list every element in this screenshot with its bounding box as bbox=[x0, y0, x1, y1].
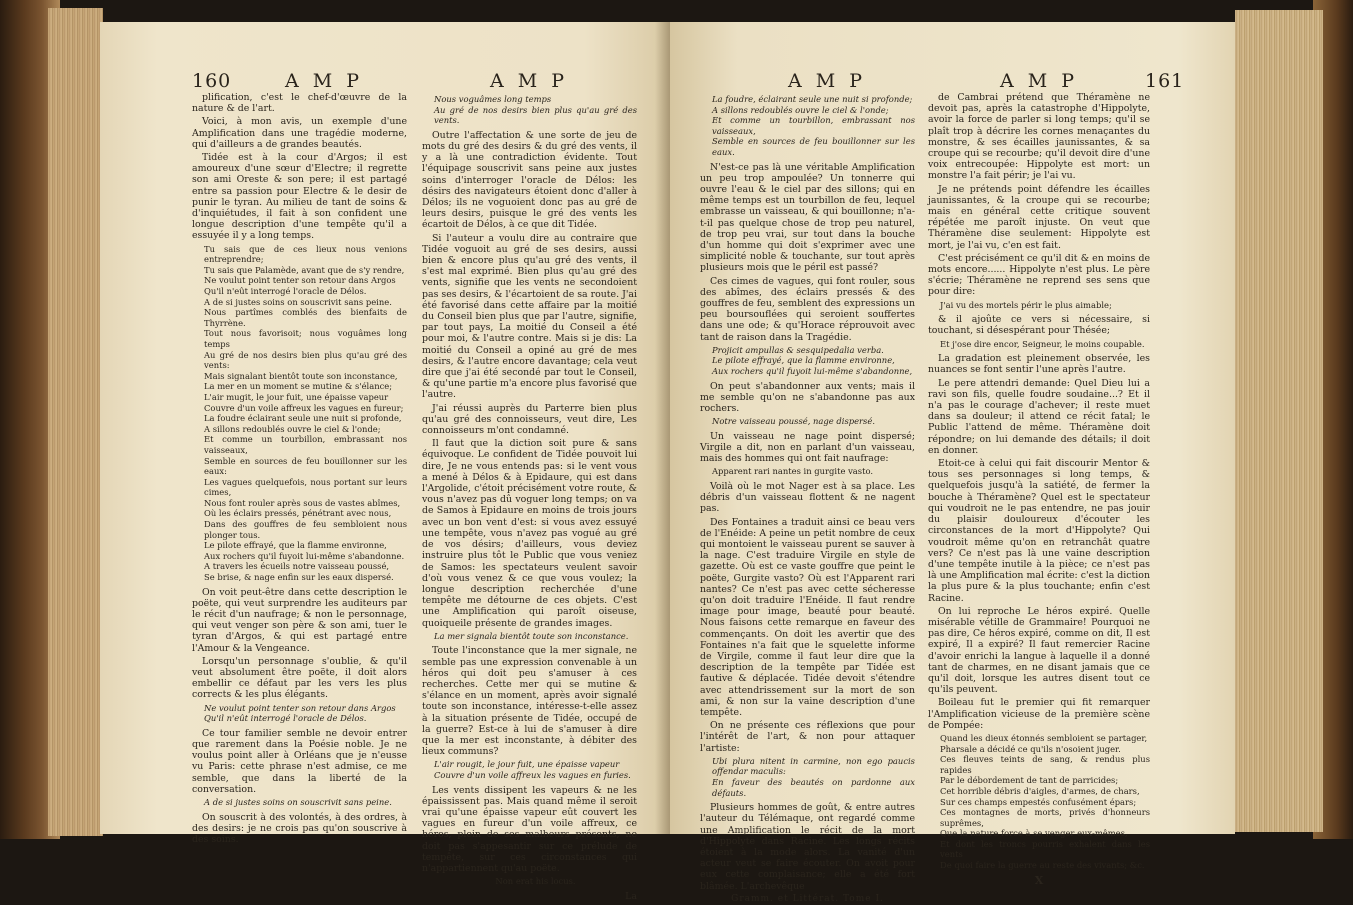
verse-line: Les vagues quelquefois, nous portant sur leurs cimes, bbox=[204, 476, 407, 498]
verse-line: Cet horrible débris d'aigles, d'armes, de chars, bbox=[940, 785, 1140, 796]
verse-line: Aux rochers qu'il fuyoit lui-même s'abandonne, bbox=[712, 366, 913, 376]
verse-line: Et j'ose dire encor, Seigneur, le moins coupable. bbox=[940, 338, 1145, 349]
verse-line: Qu'il n'eût interrogé l'oracle de Délos. bbox=[204, 713, 367, 724]
left-col2-verse-3 bbox=[434, 876, 637, 887]
paragraph: Toute l'inconstance que la mer signale, ne semble pas une expression convenable à un héros qui doit peu s'amuser à ces recherches. Cette mer qui se mutine & s'élance en un moment, après avoir signalé toute son inconstance, intéresse-t-elle assez à la situation présente de Tidée, occupé de la guerre? Est-ce à lui de s'amuser à dire que la mer est inconstante, à débiter des lieux communs? bbox=[422, 645, 637, 758]
verse-line: Se brise, & nage enfin sur les eaux dispersé. bbox=[204, 572, 394, 583]
verse-line: Et comme un tourbillon, embrassant nos vaisseaux, bbox=[712, 115, 915, 136]
paragraph: Le pere attendri demande: Quel Dieu lui a ravi son fils, quelle foudre soudaine...? Et il n'a pas le courage d'achever; il reste muet dans sa douleur; il attend ce récit fatal; le Public l'attend de même. Théramène doit répondre; on lui demande des détails; il doit en donner. bbox=[928, 377, 1150, 456]
verse-line: Tu sais que de ces lieux nous venions entreprendre; bbox=[204, 243, 407, 265]
verse-line: Projicit ampullas & sesquipedalia verba. bbox=[712, 344, 884, 355]
verse-line: A sillons redoublés ouvre le ciel & l'onde; bbox=[712, 104, 889, 115]
left-running-head-1: A M P bbox=[285, 70, 364, 92]
paragraph: On ne présente ces réflexions que pour l'intérêt de l'art, & non pour attaquer l'artiste: bbox=[700, 720, 915, 754]
right-footer-signature-line: Gramm. et Littérat. Tome I. bbox=[731, 893, 884, 904]
verse-line: Pharsale a décidé ce qu'ils n'osoient juger. bbox=[940, 743, 1121, 754]
verse-line: Tu sais que Palamède, avant que de s'y rendre, bbox=[204, 264, 405, 275]
verse-line: Qu'il n'eût interrogé l'oracle de Délos. bbox=[204, 286, 367, 297]
verse-line: Semble en sources de feu bouillonner sur les eaux: bbox=[204, 455, 407, 477]
verse-line: A de si justes soins on souscrivit sans peine. bbox=[204, 797, 392, 808]
verse-line: Au gré de nos desirs bien plus qu'au gré des vents. bbox=[434, 104, 637, 126]
verse-line: Aux rochers qu'il fuyoit lui-même s'abandonne. bbox=[204, 550, 405, 561]
right-col1-paragraphs-2 bbox=[700, 381, 915, 415]
verse-line: Ne voulut point tenter son retour dans Argos bbox=[204, 275, 396, 286]
paragraph: Voici, à mon avis, un exemple d'une Amplification dans une tragédie moderne, qui d'ailleurs a de grandes beautés. bbox=[192, 116, 407, 150]
verse-line: Nous voguâmes long temps bbox=[434, 94, 552, 104]
verse-line: Non erat his locus. bbox=[495, 876, 576, 887]
verse-line: Dans des gouffres de feu sembloient nous plonger tous. bbox=[204, 519, 407, 540]
verse-line: Le pilote effrayé, que la flamme environne, bbox=[204, 540, 387, 551]
right-page-edges bbox=[1235, 10, 1323, 832]
paragraph: Etoit-ce à celui qui fait discourir Mentor & tous ses personnages si long temps, & quelquefois jusqu'à la satiété, de fermer la bouche à Théramène? Quel est le spectateur qui voudroit ne le pas entendre, ne pas jouir du plaisir douloureux d'écouter les circonstances de la mort d'Hippolyte? Qui voudroit même qu'on en retranchât quatre vers? Ce n'est pas là une vaine description d'une tempête inutile à la pièce; ce n'est pas là une Amplification mal écrite: c'est la diction la plus pure & la plus touchante; enfin c'est Racine. bbox=[928, 458, 1150, 604]
left-col1-verse-2 bbox=[204, 703, 407, 724]
paragraph: N'est-ce pas là une véritable Amplification un peu trop ampoulée? Un tonnerre qui ouvre l'eau & le ciel par des sillons; qui en même temps est un tourbillon de feu, lequel embrasse un vaisseau, & qui bouillonne; n'a-t-il pas quelque chose de trop peu naturel, de trop peu vrai, sur tout dans la bouche d'un homme qui doit s'exprimer avec une simplicité noble & touchante, sur tout après plusieurs mois que le péril est passé? bbox=[700, 161, 915, 274]
left-col2-paragraphs-3 bbox=[422, 785, 637, 875]
paragraph: C'est précisément ce qu'il dit & en moins de mots encore...... Hippolyte n'est plus. Le père s'écrie; Théramène ne reprend ses sens que pour dire: bbox=[928, 252, 1150, 298]
verse-line: La mer en un moment se mutine & s'élance; bbox=[204, 381, 393, 392]
paragraph: Ces cimes de vagues, qui font rouler, sous des abîmes, des éclairs pressés & des gouffres de feu, semblent des expressions un peu boursouflées qui seroient souffertes dans une ode; & qu'Horace réprouvoit avec tant de raison dans la Tragédie. bbox=[700, 275, 915, 343]
right-col1-paragraphs-4 bbox=[700, 481, 915, 754]
paragraph: Il faut que la diction soit pure & sans équivoque. Le confident de Tidée pouvoit lui dire, Je ne vous entends pas: si le vent vous a mené à Délos & à Epidaure, qui est dans l'Argolide, c'étoit précisément votre route, & vous n'avez pas dû voguer long temps; on va de Samos à Epidaure en moins de trois jours avec un bon vent d'est: si vous avez essuyé une tempête, vous n'avez pas vogué au gré de vos désirs; d'ailleurs, vous deviez instruire plus tôt le Public que vous veniez de Samos: les spectateurs veulent savoir d'où vous venez & ce que vous voulez; la longue description recherchée d'une tempête me détourne de ces objets. C'est une Amplification qui paroît oiseuse, quoiqueile présente de grandes images. bbox=[422, 438, 637, 629]
right-column-1 bbox=[700, 92, 915, 905]
verse-line: Couvre d'un voile affreux les vagues en furies. bbox=[434, 769, 631, 780]
paragraph: Des Fontaines a traduit ainsi ce beau vers de l'Enéide: A peine un petit nombre de ceux qui montoient le vaisseau purent se sauver à la nage. C'est traduire Virgile en style de gazette. Où est ce vaste gouffre que peint le poëte, Gurgite vasto? Où est l'Apparent rari nantes? Ce n'est pas avec cette sécheresse qu'on doit traduire l'Enéide. Il faut rendre image pour image, beauté pour beauté. Nous faisons cette remarque en faveur des commençants. On doit les avertir que des Fontaines n'a fait que le squelette informe de Virgile, comme il faut leur dire que la description de la tempête par Tidée est fautive & déplacée. Tidée devoit s'étendre avec attendrissement sur la mort de son ami, & non sur la vaine description d'une tempête. bbox=[700, 516, 915, 719]
left-page bbox=[100, 22, 670, 902]
paragraph: de Cambrai prétend que Théramène ne devoit pas, après la catastrophe d'Hippolyte, avoir la force de parler si long temps; qu'il se plaît trop à décrire les cornes menaçantes du monstre, & ses écailles jaunissantes, & sa croupe qui se recourbe; qu'il devoit dire d'une voix entrecoupée: Hippolyte est mort: un monstre l'a fait périr; je l'ai vu. bbox=[928, 92, 1150, 182]
verse-line: L'air rougit, le jour fuit, une épaisse vapeur bbox=[434, 759, 620, 770]
left-col1-paragraphs-4 bbox=[192, 812, 407, 846]
paragraph: On voit peut-être dans cette description le poëte, qui veut surprendre les auditeurs par le récit d'un naufrage; & non le personnage, qui veut venger son père & son ami, tuer le tyran d'Argos, & qui est partagé entre l'Amour & la Vengeance. bbox=[192, 586, 407, 654]
right-col2-verse-2 bbox=[940, 339, 1150, 350]
right-col1-verse-top bbox=[712, 94, 915, 158]
verse-line: La foudre, éclairant seule une nuit si profonde; bbox=[712, 94, 913, 104]
paragraph: On peut s'abandonner aux vents; mais il me semble qu'on ne s'abandonne pas aux rochers. bbox=[700, 380, 915, 414]
left-col2-verse-1 bbox=[434, 631, 637, 642]
right-running-head-2: A M P bbox=[1000, 70, 1079, 92]
paragraph: Tidée est à la cour d'Argos; il est amoureux d'une sœur d'Electre; il regrette son ami Oreste & son pere; il est partagé entre sa passion pour Electre & le desir de punir le tyran. Au milieu de tant de soins & d'inquiétudes, il fait à son confident une longue description d'une tempête qu'il a essuyée il y a long temps. bbox=[192, 152, 407, 242]
verse-line: Semble en sources de feu bouillonner sur les eaux. bbox=[712, 136, 915, 157]
verse-line: Et comme un tourbillon, embrassant nos vaisseaux, bbox=[204, 434, 407, 455]
left-running-head-2: A M P bbox=[490, 70, 569, 92]
right-page-number: 161 bbox=[1145, 70, 1185, 92]
verse-line: L'air mugit, le jour fuit, une épaisse vapeur bbox=[204, 391, 389, 402]
verse-line: De quoi faire la guerre au reste des vivants; &c. bbox=[940, 860, 1145, 871]
right-col1-verse-3 bbox=[712, 466, 915, 477]
right-col2-paragraphs-3 bbox=[928, 353, 1150, 731]
verse-line: Au gré de nos desirs bien plus qu'au gré des vents: bbox=[204, 349, 407, 371]
left-col1-paragraphs bbox=[192, 92, 407, 242]
verse-line: Notre vaisseau poussé, nage dispersé. bbox=[712, 416, 875, 427]
paragraph: Les vents dissipent les vapeurs & ne les épaississent pas. Mais quand même il seroit vrai qu'une épaisse vapeur eût couvert les vagues en fureur d'un voile affreux, ce héros, plein de ses malheurs présents, ne doit pas s'appesantir sur ce prélude de tempête, sur ces circonstances qui n'appartiennent qu'au poëte. bbox=[422, 784, 637, 874]
right-col1-paragraphs-5 bbox=[700, 802, 915, 892]
left-col2-paragraphs bbox=[422, 130, 637, 629]
paragraph: Plusieurs hommes de goût, & entre autres l'auteur du Télémaque, ont regardé comme une Amplification le récit de la mort d'Hippolyte dans Racine. Les longs récits étoient à la mode alors. La vanité d'un acteur veut se faire écouter. On avoit pour eux cette complaisance; elle a été fort blâmée. L'archevêque bbox=[700, 802, 915, 892]
right-page bbox=[670, 22, 1235, 904]
paragraph: Je ne prétends point défendre les écailles jaunissantes, & la croupe qui se recourbe; mais en général cette critique souvent répétée me paroît injuste. On veut que Théramène dise seulement: Hippolyte est mort, je l'ai vu, c'en est fait. bbox=[928, 183, 1150, 251]
verse-line: La foudre éclairant seule une nuit si profonde, bbox=[204, 413, 402, 424]
verse-line: A de si justes soins on souscrivit sans peine. bbox=[204, 296, 392, 307]
verse-line: Et dont les troncs pourris exhalent dans les vents bbox=[940, 838, 1150, 860]
verse-line: Tout nous favorisoit; nous voguâmes long temps bbox=[204, 328, 407, 349]
paragraph: Si l'auteur a voulu dire au contraire que Tidée voguoit au gré de ses desirs, aussi bien & encore plus qu'au gré des vents, il s'est mal exprimé. Bien plus qu'au gré des vents, signifie que les vents ne secondoient pas ses desirs, & l'écartoient de sa route. J'ai été favorisé dans cette affaire par la moitié du Conseil bien plus que par l'autre, signifie, par tout pays, La moitié du Conseil a été pour moi, & l'autre contre. Mais si je dis: La moitié du Conseil a opiné au gré de mes desirs, & l'autre encore davantage; cela veut dire que j'ai été secondé par tout le Conseil, & qu'une partie m'a encore plus favorisé que l'autre. bbox=[422, 232, 637, 401]
right-col2-paragraphs bbox=[928, 92, 1150, 298]
right-col2-paragraphs-2 bbox=[928, 314, 1150, 336]
left-col2-verse-top bbox=[434, 94, 637, 126]
verse-line: J'ai vu des mortels périr le plus aimable; bbox=[940, 299, 1112, 310]
paragraph: J'ai réussi auprès du Parterre bien plus qu'au gré des connoisseurs, veut dire, Les connoisseurs m'ont condamné. bbox=[422, 402, 637, 437]
verse-line: Que la nature force à se venger eux-mêmes, bbox=[940, 828, 1128, 839]
verse-line: Mais signalant bientôt toute son inconstance, bbox=[204, 370, 398, 381]
left-col1-verse-3 bbox=[204, 797, 407, 808]
left-col2-verse-2 bbox=[434, 759, 637, 780]
verse-line: Ces fleuves teints de sang, & rendus plus rapides bbox=[940, 754, 1150, 775]
left-col2-paragraphs-2 bbox=[422, 645, 637, 757]
paragraph: On lui reproche Le héros expiré. Quelle misérable vétille de Grammaire! Pourquoi ne pas dire, Ce héros expiré, comme on dit, Il est expiré, Il a expiré? Il faut remercier Racine d'avoir enrichi la langue à laquelle il a donné tant de charmes, en ne disant jamais que ce qu'il doit, lorsque les autres disent tout ce qu'ils peuvent. bbox=[928, 605, 1150, 696]
left-column-2 bbox=[422, 92, 637, 902]
verse-line: Sur ces champs empestés confusément épars; bbox=[940, 796, 1137, 807]
verse-line: Le pilote effrayé, que la flamme environne, bbox=[712, 355, 895, 366]
right-running-head-1: A M P bbox=[788, 70, 867, 92]
paragraph: Outre l'affectation & une sorte de jeu de mots du gré des desirs & du gré des vents, il y a là une contradiction évidente. Tout l'équipage souscrivit sans peine aux justes soins d'interroger l'oracle de Délos: les désirs des navigateurs étoient donc d'aller à Délos; ils ne voguoient donc pas au gré de leurs desirs, puisque le gré des vents les écartoit de Délos, à ce que dit Tidée. bbox=[422, 129, 637, 231]
right-col2-verse-1 bbox=[940, 300, 1150, 311]
verse-line: Où les éclairs pressés, pénétrant avec nous, bbox=[204, 508, 392, 519]
verse-line: Ces montagnes de morts, privés d'honneurs suprêmes, bbox=[940, 807, 1150, 828]
paragraph: Boileau fut le premier qui fit remarquer l'Amplification vicieuse de la première scène de Pompée: bbox=[928, 697, 1150, 731]
verse-line: Quand les dieux étonnés sembloient se partager, bbox=[940, 732, 1148, 743]
paragraph: Lorsqu'un personnage s'oublie, & qu'il veut absolument être poëte, il doit alors embellir ce défaut par les vers les plus corrects & les plus élégants. bbox=[192, 655, 407, 701]
right-col2-verse-3 bbox=[940, 733, 1150, 871]
left-page-edges bbox=[48, 8, 103, 836]
left-col1-paragraphs-2 bbox=[192, 587, 407, 701]
right-signature-mark: X bbox=[1034, 873, 1044, 887]
right-col1-paragraphs-3 bbox=[700, 431, 915, 465]
verse-line: Ubi plura nitent in carmine, non ego paucis offendar maculis: bbox=[712, 755, 915, 777]
left-column-1 bbox=[192, 92, 407, 847]
left-col1-verse-1 bbox=[204, 244, 407, 583]
left-page-number: 160 bbox=[192, 70, 232, 92]
verse-line: A sillons redoublés ouvre le ciel & l'onde; bbox=[204, 423, 381, 434]
right-column-2 bbox=[928, 92, 1150, 886]
verse-line: La mer signala bientôt toute son inconstance. bbox=[434, 630, 629, 641]
right-col1-verse-4 bbox=[712, 756, 915, 798]
verse-line: Apparent rari nantes in gurgite vasto. bbox=[712, 466, 874, 477]
paragraph: On souscrit à des volontés, à des ordres, à des desirs: je ne crois pas qu'on souscrive à des soins. bbox=[192, 811, 407, 846]
paragraph: Ce tour familier semble ne devoir entrer que rarement dans la Poésie noble. Je ne voulus point aller à Orléans que je n'eusse vu Paris: cette phrase n'est admise, ce me semble, que dans la liberté de la conversation. bbox=[192, 727, 407, 795]
verse-line: Nous font rouler après sous de vastes abîmes, bbox=[204, 497, 401, 508]
right-col1-verse-2 bbox=[712, 416, 915, 427]
paragraph: Voilà où le mot Nager est à sa place. Les débris d'un vaisseau flottent & ne nagent pas. bbox=[700, 481, 915, 515]
verse-line: Ne voulut point tenter son retour dans Argos bbox=[204, 702, 396, 713]
left-catchword: La bbox=[625, 890, 637, 902]
verse-line: Nous partîmes comblés des bienfaits de Thyrrène. bbox=[204, 307, 407, 328]
verse-line: En faveur des beautés on pardonne aux défauts. bbox=[712, 777, 915, 798]
right-col1-verse-1 bbox=[712, 345, 915, 377]
paragraph: La gradation est pleinement observée, les nuances se font sentir l'une après l'autre. bbox=[928, 353, 1150, 376]
paragraph: Un vaisseau ne nage point dispersé; Virgile a dit, non en parlant d'un vaisseau, mais des hommes qui ont fait naufrage: bbox=[700, 430, 915, 465]
verse-line: Par le débordement de tant de parricides; bbox=[940, 775, 1119, 786]
paragraph: & il ajoûte ce vers si nécessaire, si touchant, si désespérant pour Thésée; bbox=[928, 314, 1150, 337]
paragraph: plification, c'est le chef-d'œuvre de la nature & de l'art. bbox=[192, 92, 407, 115]
right-col1-paragraphs bbox=[700, 162, 915, 343]
verse-line: A travers les écueils notre vaisseau poussé, bbox=[204, 561, 390, 572]
verse-line: Couvre d'un voile affreux les vagues en fureur; bbox=[204, 402, 404, 413]
left-col1-paragraphs-3 bbox=[192, 728, 407, 795]
